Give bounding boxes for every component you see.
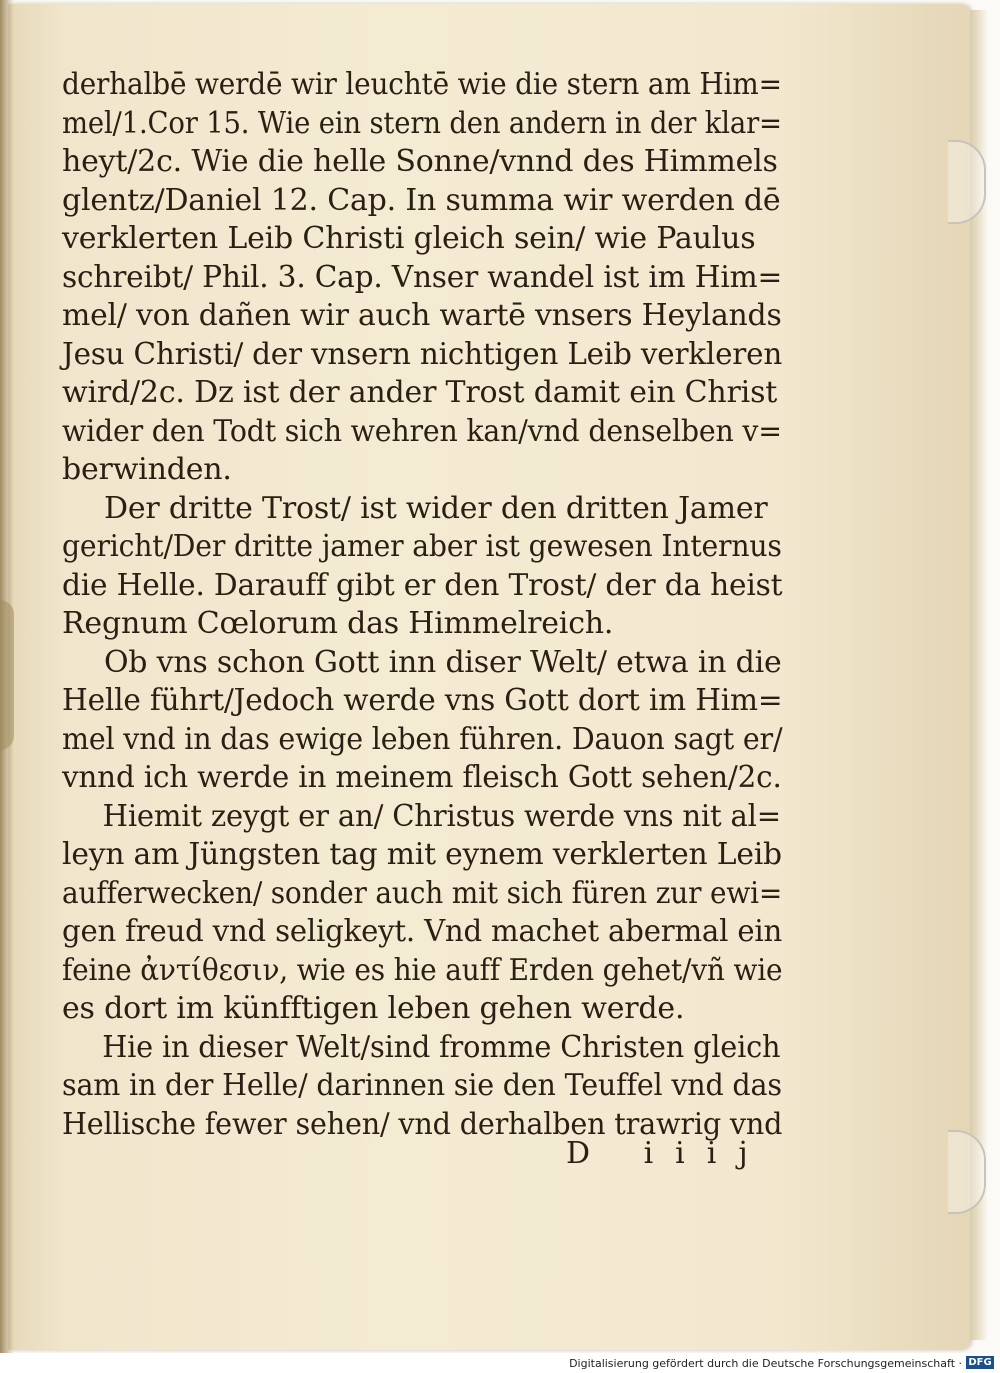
text-line: Hellische fewer sehen/ vnd derhalben trawrig vnd [62, 1106, 783, 1142]
footer [0, 1353, 1000, 1373]
page-clip-top [948, 140, 986, 224]
body-text [62, 66, 782, 1144]
signature-mark: D iiij [566, 1136, 770, 1171]
text-line: schreibt/ Phil. 3. Cap. Vnser wandel ist im Him= [62, 259, 783, 295]
text-line: Helle führt/Jedoch werde vns Gott dort im Him= [62, 683, 783, 718]
text-line: gericht/Der dritte jamer aber ist gewesen Internus [62, 529, 782, 564]
text-line: Regnum Cœlorum das Himmelreich. [62, 606, 614, 641]
text-line: verklerten Leib Christi gleich sein/ wie Paulus [62, 221, 756, 256]
text-line: derhalbē werdē wir leuchtē wie die stern am Him= [62, 67, 782, 102]
text-line: es dort im künfftigen leben gehen werde. [62, 991, 685, 1026]
text-line: vnnd ich werde in meinem fleisch Gott sehen/2c. [62, 760, 782, 795]
text-line: mel vnd in das ewige leben führen. Dauon sagt er/ [62, 721, 783, 757]
text-line: gen freud vnd seligkeyt. Vnd machet abermal ein [62, 914, 783, 949]
text-line: sam in der Helle/ darinnen sie den Teuffel vnd das [62, 1068, 782, 1103]
text-line: berwinden. [62, 452, 232, 487]
text-line: die Helle. Darauff gibt er den Trost/ der da heist [62, 567, 783, 603]
text-line: mel/1.Cor 15. Wie ein stern den andern in der klar= [62, 105, 782, 141]
text-line: heyt/2c. Wie die helle Sonne/vnnd des Himmels [62, 144, 778, 179]
text-line: wider den Todt sich wehren kan/vnd denselben v= [62, 413, 782, 449]
text-line: feine ἀντίθεσιν, wie es hie auff Erden gehet/vñ wie [62, 952, 783, 988]
text-line: Hie in dieser Welt/sind fromme Christen gleich [102, 1029, 781, 1065]
text-line: leyn am Jüngsten tag mit eynem verklerten Leib [62, 837, 782, 872]
dfg-logo: DFG [966, 1356, 994, 1369]
text-line: Hiemit zeygt er an/ Christus werde vns nit al= [102, 798, 781, 834]
text-line: Jesu Christi/ der vnsern nichtigen Leib verkleren [62, 336, 783, 372]
text-line: glentz/Daniel 12. Cap. In summa wir werden dē [62, 182, 781, 218]
page-clip-bottom [948, 1130, 986, 1214]
text-line: mel/ von dañen wir auch wartē vnsers Heylands [62, 298, 782, 333]
binding-mark [0, 600, 14, 750]
funding-credit: Digitalisierung gefördert durch die Deutsche Forschungsgemeinschaft · [569, 1357, 962, 1370]
text-line: wird/2c. Dz ist der ander Trost damit ein Christ [62, 375, 778, 410]
text-line: aufferwecken/ sonder auch mit sich füren zur ewi= [62, 875, 783, 911]
text-line: Der dritte Trost/ ist wider den dritten Jamer [104, 490, 768, 526]
text-line: Ob vns schon Gott inn diser Welt/ etwa in die [103, 644, 782, 680]
